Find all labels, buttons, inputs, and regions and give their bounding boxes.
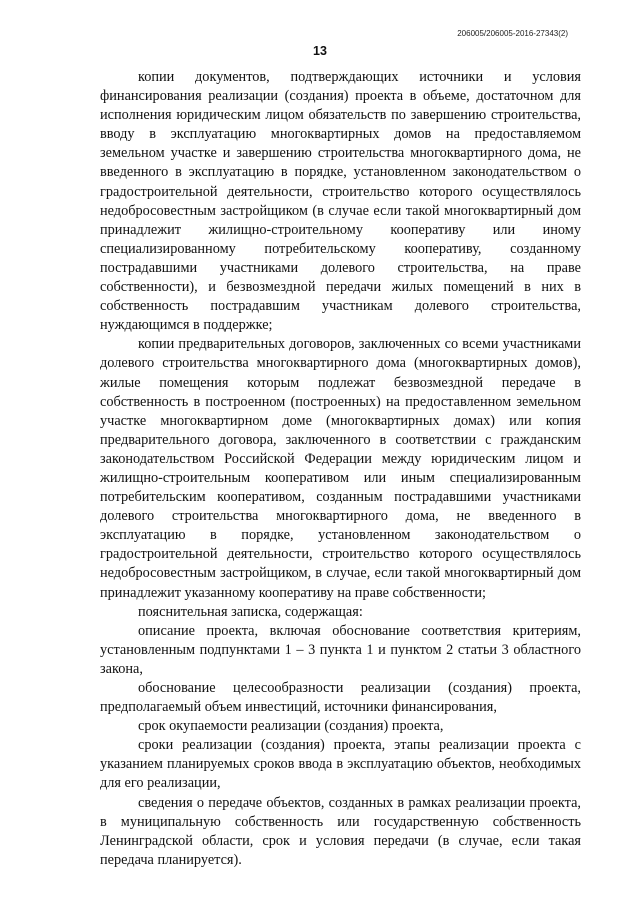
paragraph-transfer-of-objects: сведения о передаче объектов, созданных в рамках реализации проекта, в муниципальную собственность или государственную собственность Ленинградской области, срок и условия передачи (в случае, если такая передача планируется).: [100, 794, 581, 868]
paragraph-project-description: описание проекта, включая обоснование соответствия критериям, установленным подпунктами 1 – 3 пункта 1 и пунктом 2 статьи 3 областного закона,: [100, 622, 581, 677]
paragraph-funding-documents: копии документов, подтверждающих источники и условия финансирования реализации (создания) проекта в объеме, достаточном для исполнения юридическим лицом обязательств по завершению строительства, вводу в эксплуатацию многоквартирных домов на предоставляемом земельном участке и завершению строительства многоквартирного дома, не введенного в эксплуатацию в порядке, установленном законодательством о градостроительной деятельности, строительство которого осуществлялось недобросовестным застройщиком (в случае если такой многоквартирный дом принадлежит жилищно-строительному кооперативу или иному специализированному потребительскому кооперативу, созданному пострадавшими участниками долевого строительства, на праве собственности), и безвозмездной передачи жилых помещений в них в собственность пострадавшим участникам долевого строительства, нуждающимся в поддержке;: [100, 69, 581, 334]
paragraph-implementation-stages: сроки реализации (создания) проекта, этапы реализации проекта с указанием планируемых сроков ввода в эксплуатацию объектов, необходимых для его реализации,: [100, 737, 581, 792]
document-body: [100, 68, 581, 870]
page-number: 13: [313, 44, 327, 58]
paragraph-preliminary-contracts: копии предварительных договоров, заключенных со всеми участниками долевого строительства многоквартирного дома (многоквартирных домов), жилые помещения которым подлежат безвозмездной передаче в собственность в построенном (построенных) на предоставленном земельном участке многоквартирном доме (многоквартирных домах) или копия предварительного договора, заключенного в соответствии с гражданским законодательством Российской Федерации между юридическим лицом и жилищно-строительным кооперативом или иным специализированным потребительским кооперативом, созданным пострадавшими участниками долевого строительства многоквартирного дома, не введенного в эксплуатацию в порядке, установленном законодательством о градостроительной деятельности, строительство которого осуществлялось недобросовестным застройщиком, в случае, если такой многоквартирный дом принадлежит указанному кооперативу на праве собственности;: [100, 336, 581, 601]
paragraph-explanatory-note: пояснительная записка, содержащая:: [138, 603, 363, 620]
paragraph-feasibility: обоснование целесообразности реализации (создания) проекта, предполагаемый объем инвестиций, источники финансирования,: [100, 680, 581, 716]
paragraph-payback-period: срок окупаемости реализации (создания) проекта,: [138, 718, 444, 735]
document-id: 206005/206005-2016-27343(2): [457, 29, 568, 38]
